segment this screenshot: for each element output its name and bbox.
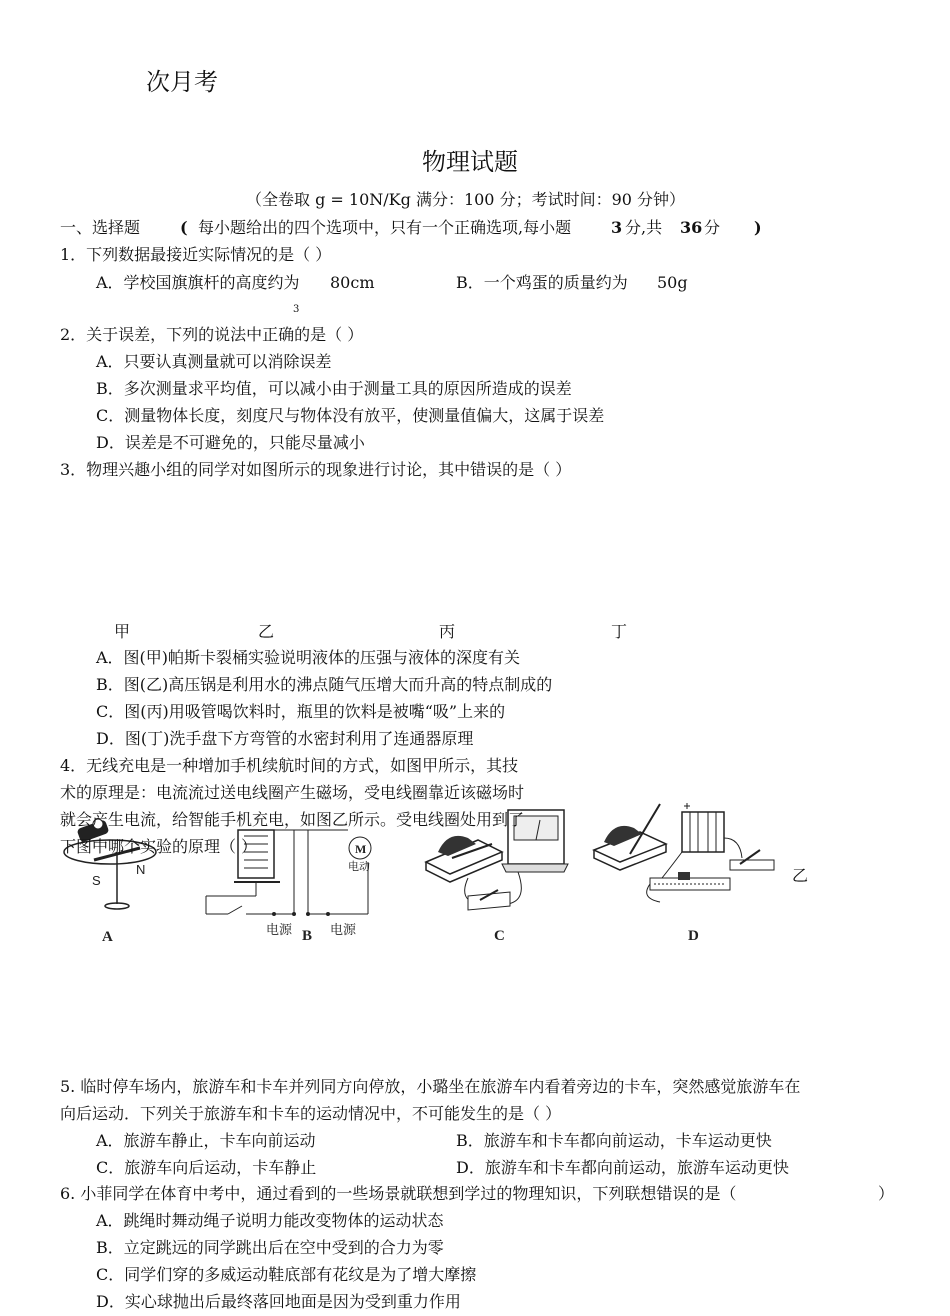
- page-title: 物理试题: [422, 148, 518, 176]
- q4-line-1: 4．无线充电是一种增加手机续航时间的方式，如图甲所示，其技: [60, 756, 519, 775]
- exam-meta: （全卷取 g = 10N/Kg 满分：100 分；考试时间：90 分钟）: [246, 190, 686, 209]
- q4-fig-c-caption: C: [494, 928, 505, 944]
- q4-fig-b-motor: M: [355, 842, 367, 856]
- q5-option-a: A．旅游车静止，卡车向前运动: [96, 1131, 316, 1150]
- q4-figure-a: [60, 812, 170, 947]
- q5-line-2: 向后运动．下列关于旅游车和卡车的运动情况中，不可能发生的是（ ）: [60, 1104, 562, 1123]
- q6-option-c: C．同学们穿的多威运动鞋底部有花纹是为了增大摩擦: [96, 1265, 477, 1284]
- section-per-question: 3: [611, 218, 623, 237]
- exam-name: 次月考: [146, 68, 218, 96]
- section-unit-1: 分,共: [625, 218, 663, 237]
- q6-option-d: D．实心球抛出后最终落回地面是因为受到重力作用: [96, 1292, 461, 1311]
- q3-option-a: A．图(甲)帕斯卡裂桶实验说明液体的压强与液体的深度有关: [96, 648, 521, 667]
- q1-stem: 1．下列数据最接近实际情况的是（ ）: [60, 245, 332, 264]
- q6-option-a: A．跳绳时舞动绳子说明力能改变物体的运动状态: [96, 1211, 444, 1230]
- q6-option-b: B．立定跳远的同学跳出后在空中受到的合力为零: [96, 1238, 444, 1257]
- q1-fragment: 3: [293, 304, 300, 315]
- q4-fig-b-source-1: 电源: [266, 923, 293, 938]
- q2-option-b: B．多次测量求平均值，可以减小由于测量工具的原因所造成的误差: [96, 379, 572, 398]
- q1-option-a: A．学校国旗旗杆的高度约为: [96, 273, 300, 292]
- q3-fig-label-yi: 乙: [258, 622, 275, 641]
- q5-line-1: 5. 临时停车场内，旅游车和卡车并列同方向停放，小璐坐在旅游车内看着旁边的卡车，突然感觉旅游车在: [60, 1077, 801, 1096]
- q3-option-c: C．图(丙)用吸管喝饮料时，瓶里的饮料是被嘴“吸”上来的: [96, 702, 506, 721]
- q1-option-b-value: 50g: [657, 273, 688, 292]
- q4-fig-a-label-s: S: [92, 873, 101, 888]
- q4-figure-d: [590, 798, 790, 948]
- q2-option-c: C．测量物体长度，刻度尺与物体没有放平，使测量值偏大，这属于误差: [96, 406, 605, 425]
- section-label: 一、选择题: [60, 218, 141, 237]
- q4-line-2: 术的原理是：电流流过送电线圈产生磁场，受电线圈靠近该磁场时: [60, 783, 525, 802]
- q5-option-b: B．旅游车和卡车都向前运动，卡车运动更快: [456, 1131, 772, 1150]
- q2-option-a: A．只要认真测量就可以消除误差: [96, 352, 332, 371]
- q1-option-a-value: 80cm: [330, 273, 375, 292]
- q4-fig-d-caption: D: [688, 928, 699, 944]
- q3-option-b: B．图(乙)高压锅是利用水的沸点随气压增大而升高的特点制成的: [96, 675, 553, 694]
- q6-stem-close: ）: [878, 1184, 895, 1203]
- q4-line-3: 就会产生电流，给智能手机充电，如图乙所示。受电线圈处用到了: [60, 810, 525, 829]
- q5-option-c: C．旅游车向后运动，卡车静止: [96, 1158, 317, 1177]
- q4-line-4: 下图中哪个实验的原理（ ）: [60, 837, 258, 856]
- q2-stem: 2．关于误差，下列的说法中正确的是（ ）: [60, 325, 364, 344]
- q1-option-b: B．一个鸡蛋的质量约为: [456, 273, 628, 292]
- q6-stem: 6. 小菲同学在体育中考中，通过看到的一些场景就联想到学过的物理知识，下列联想错误的是（: [60, 1184, 737, 1203]
- q3-fig-label-jia: 甲: [114, 622, 131, 641]
- section-unit-2: 分: [704, 218, 721, 237]
- section-note-close: ): [754, 218, 762, 237]
- q4-fig-b-source-2: 电源: [330, 923, 357, 938]
- q3-fig-label-bing: 丙: [439, 622, 456, 641]
- q4-fig-a-label-n: N: [136, 862, 146, 877]
- section-note-open: (: [180, 218, 188, 237]
- section-note: 每小题给出的四个选项中，只有一个正确选项,每小题: [198, 218, 572, 237]
- q3-fig-label-ding: 丁: [611, 622, 628, 641]
- q4-fig-side-label: 乙: [792, 866, 809, 885]
- q3-option-d: D．图(丁)洗手盘下方弯管的水密封利用了连通器原理: [96, 729, 474, 748]
- q5-option-d: D．旅游车和卡车都向前运动，旅游车运动更快: [456, 1158, 789, 1177]
- q4-fig-b-motor-label: 电动: [348, 860, 370, 873]
- q4-fig-a-caption: A: [102, 929, 113, 945]
- section-total: 36: [680, 218, 703, 237]
- q3-stem: 3．物理兴趣小组的同学对如图所示的现象进行讨论，其中错误的是（ ）: [60, 460, 572, 479]
- q4-fig-b-caption: B: [302, 928, 313, 944]
- q2-option-d: D．误差是不可避免的，只能尽量减小: [96, 433, 365, 452]
